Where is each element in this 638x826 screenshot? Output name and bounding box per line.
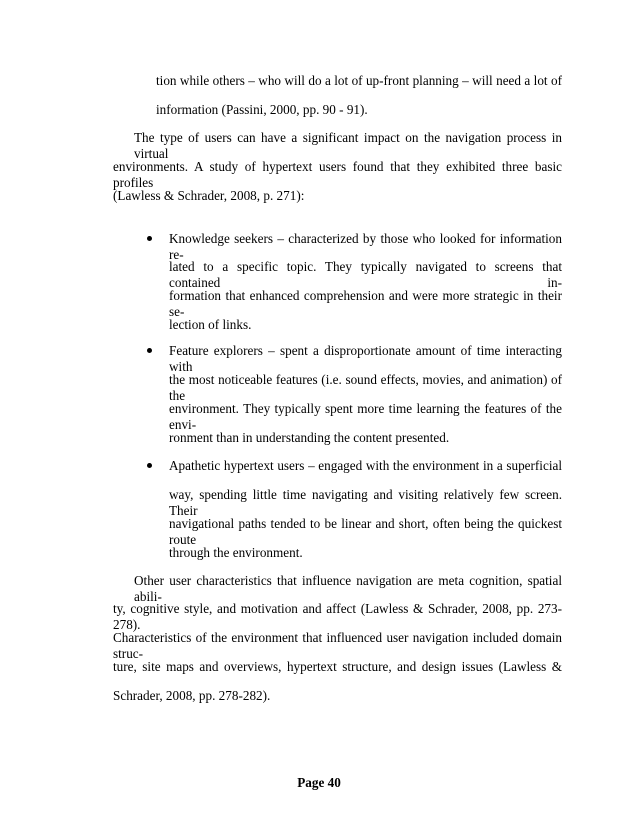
body-line: Characteristics of the environment that influenced user navigation included domain struc- — [113, 630, 562, 661]
body-line: ture, site maps and overviews, hypertext structure, and design issues (Lawless & — [113, 659, 562, 674]
body-line: (Lawless & Schrader, 2008, p. 271): — [113, 188, 305, 203]
bullet-line: Feature explorers – spent a disproportionate amount of time interacting with — [169, 343, 562, 374]
bullet-line: lated to a specific topic. They typically navigated to screens that contained in- — [169, 259, 562, 290]
page-number: Page 40 — [297, 775, 341, 790]
bullet-line: formation that enhanced comprehension and were more strategic in their se- — [169, 288, 562, 319]
body-line: Other user characteristics that influence navigation are meta cognition, spatial abili- — [134, 573, 562, 604]
bullet-line: through the environment. — [169, 545, 303, 560]
bullet-icon — [147, 236, 152, 241]
body-line: The type of users can have a significant impact on the navigation process in virtual — [134, 130, 562, 161]
bullet-line: the most noticeable features (i.e. sound effects, movies, and animation) of the — [169, 372, 562, 403]
bullet-icon — [147, 348, 152, 353]
body-line: ty, cognitive style, and motivation and affect (Lawless & Schrader, 2008, pp. 273-278). — [113, 601, 562, 632]
body-line: environments. A study of hypertext users found that they exhibited three basic profiles — [113, 159, 562, 190]
bullet-line: Apathetic hypertext users – engaged with the environment in a superficial — [169, 458, 562, 473]
body-line: tion while others – who will do a lot of up-front planning – will need a lot of — [156, 73, 562, 88]
bullet-icon — [147, 463, 152, 468]
bullet-line: Knowledge seekers – characterized by those who looked for information re- — [169, 231, 562, 262]
bullet-line: way, spending little time navigating and visiting relatively few screen. Their — [169, 487, 562, 518]
body-line: Schrader, 2008, pp. 278-282). — [113, 688, 271, 703]
bullet-line: lection of links. — [169, 317, 252, 332]
bullet-line: navigational paths tended to be linear and short, often being the quickest route — [169, 516, 562, 547]
bullet-line: environment. They typically spent more time learning the features of the envi- — [169, 401, 562, 432]
body-line: information (Passini, 2000, pp. 90 - 91). — [156, 102, 368, 117]
bullet-line: ronment than in understanding the content presented. — [169, 430, 450, 445]
